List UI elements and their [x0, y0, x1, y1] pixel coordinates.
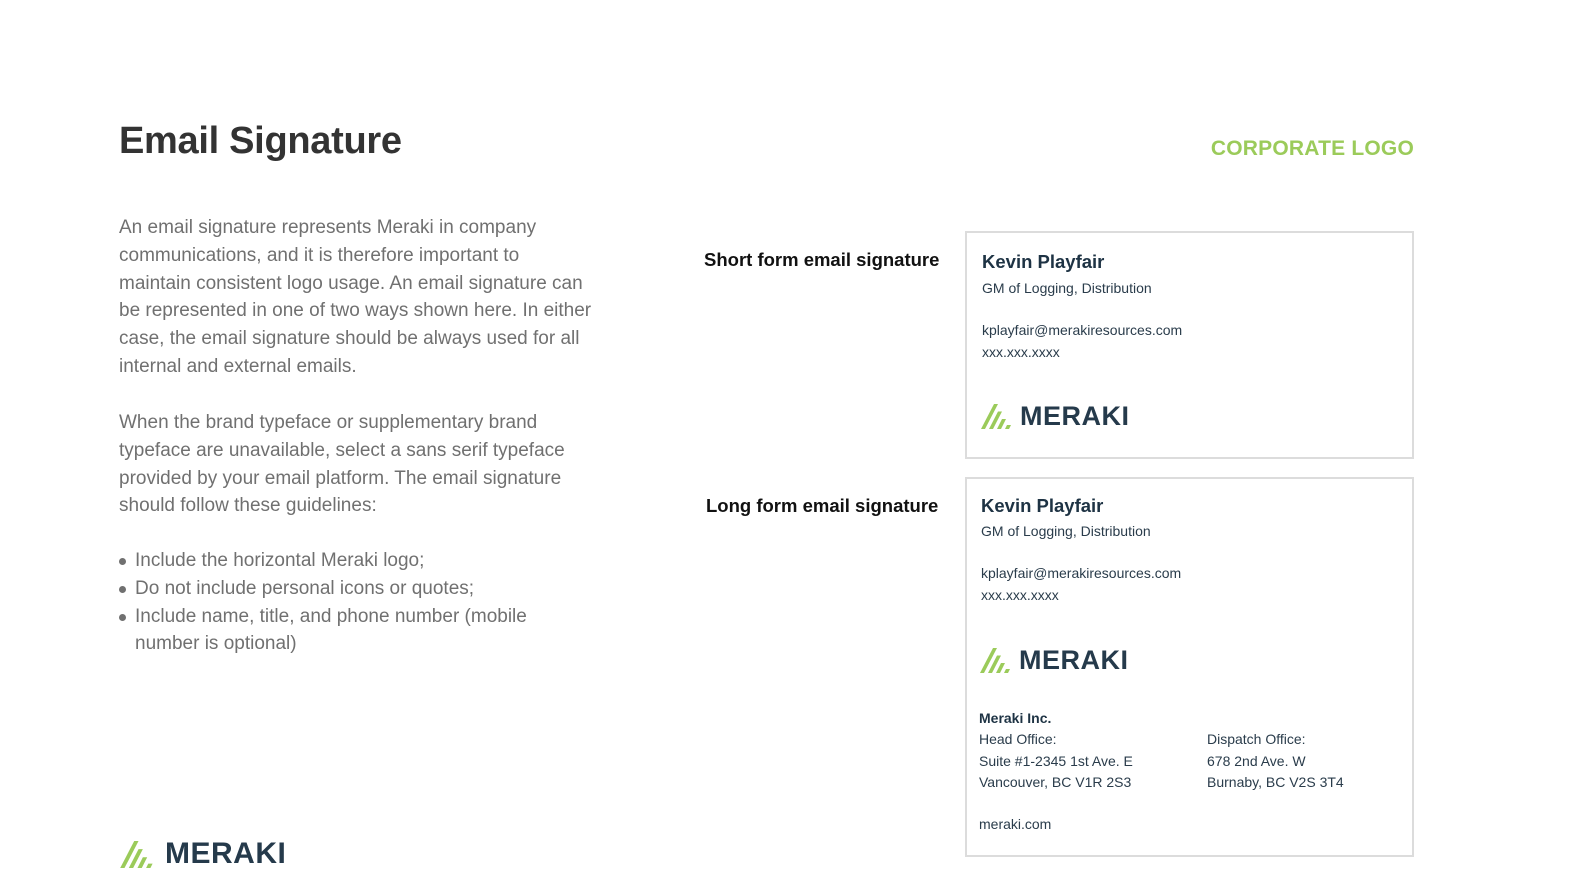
- short-form-signature-card: [965, 231, 1414, 459]
- signature-logo: [981, 403, 1130, 430]
- meraki-logo-mark-icon: [980, 648, 1013, 673]
- guideline-list: [119, 547, 589, 658]
- dispatch-office-line-2: Burnaby, BC V2S 3T4: [1207, 774, 1344, 790]
- long-form-signature-card: [965, 477, 1414, 857]
- section-label: CORPORATE LOGO: [1210, 137, 1414, 160]
- guideline-item: Include name, title, and phone number (mobile number is optional): [119, 603, 589, 659]
- guideline-item: Include the horizontal Meraki logo;: [119, 547, 589, 575]
- signature-title: GM of Logging, Distribution: [981, 523, 1151, 539]
- signature-logo: [980, 647, 1129, 674]
- meraki-logo-mark-icon: [981, 404, 1014, 429]
- footer-logo: [119, 839, 286, 869]
- page-title: Email Signature: [119, 120, 402, 162]
- head-office-label: Head Office:: [979, 731, 1057, 747]
- dispatch-office-label: Dispatch Office:: [1207, 731, 1306, 747]
- signature-email: kplayfair@merakiresources.com: [982, 322, 1183, 338]
- dispatch-office-line-1: 678 2nd Ave. W: [1207, 752, 1306, 769]
- signature-phone: xxx.xxx.xxxx: [981, 587, 1059, 603]
- signature-phone: xxx.xxx.xxxx: [982, 344, 1060, 360]
- meraki-logo-mark-icon: [119, 841, 157, 868]
- signature-email: kplayfair@merakiresources.com: [981, 565, 1182, 581]
- long-form-label: Long form email signature: [706, 495, 939, 516]
- signature-name: Kevin Playfair: [982, 251, 1105, 272]
- logo-wordmark: MERAKI: [1020, 401, 1130, 431]
- logo-wordmark: MERAKI: [1019, 645, 1129, 675]
- short-form-label: Short form email signature: [704, 249, 940, 270]
- head-office-line-1: Suite #1-2345 1st Ave. E: [979, 752, 1133, 769]
- head-office-line-2: Vancouver, BC V1R 2S3: [979, 774, 1132, 790]
- signature-title: GM of Logging, Distribution: [982, 280, 1152, 296]
- intro-paragraph-2: When the brand typeface or supplementary brand typeface are unavailable, select a sans serif typeface provided by your email platform. The email signature should follow these guidelines:: [119, 412, 565, 517]
- company-name: Meraki Inc.: [979, 710, 1052, 726]
- signature-name: Kevin Playfair: [981, 495, 1104, 516]
- website-link[interactable]: meraki.com: [979, 816, 1052, 832]
- intro-paragraph-1: An email signature represents Meraki in company communications, and it is therefore important to maintain consistent logo usage. An email signature can be represented in one of two ways shown here. In either case, the email signature should be always used for all internal and external emails.: [119, 217, 592, 377]
- guideline-item: Do not include personal icons or quotes;: [119, 575, 589, 603]
- logo-wordmark: MERAKI: [165, 837, 287, 870]
